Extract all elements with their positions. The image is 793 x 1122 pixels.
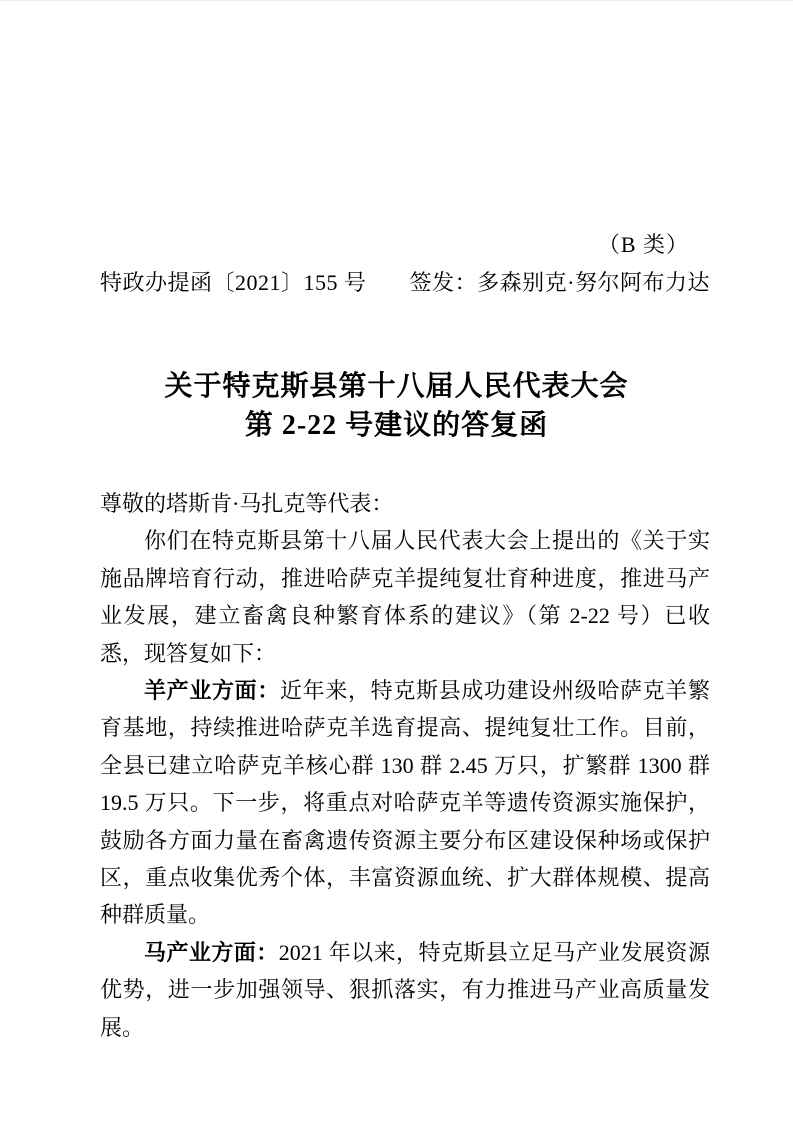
paragraph-horse-lead: 马产业方面： <box>144 939 279 965</box>
document-header-row <box>100 266 710 297</box>
document-title-line1: 关于特克斯县第十八届人民代表大会 <box>164 371 629 402</box>
document-body <box>100 485 710 1046</box>
salutation: 尊敬的塔斯肯·马扎克等代表： <box>100 491 394 516</box>
paragraph-horse-text: 2021 年以来，特克斯县立足马产业发展资源优势，进一步加强领导、狠抓落实，有力推进马产业高质量发展。 <box>100 939 710 1040</box>
document-title <box>0 367 793 445</box>
paragraph-sheep-lead: 羊产业方面： <box>144 678 280 704</box>
paragraph-sheep-industry <box>100 672 710 934</box>
signer-line: 签发：多森别克·努尔阿布力达 <box>409 270 710 295</box>
document-number: 特政办提函〔2021〕155 号 <box>100 270 367 295</box>
document-title-line2: 第 2-22 号建议的答复函 <box>244 410 549 441</box>
paragraph-intro <box>100 522 710 672</box>
paragraph-sheep-text: 近年来，特克斯县成功建设州级哈萨克羊繁育基地，持续推进哈萨克羊选育提高、提纯复壮工作。目前，全县已建立哈萨克羊核心群 130 群 2.45 万只，扩繁群 1300 群 19.5 万只。下一步，将重点对哈萨克羊等遗传资源实施保护，鼓励各方面力量在畜禽遗传资源主要分布区建设保种场或保护区，重点收集优秀个体，丰富资源血统、扩大群体规模、提高种群质量。 <box>100 678 710 928</box>
paragraph-horse-industry <box>100 934 710 1046</box>
classification-label: （B 类） <box>597 232 689 257</box>
paragraph-intro-text: 你们在特克斯县第十八届人民代表大会上提出的《关于实施品牌培育行动，推进哈萨克羊提纯复壮育种进度，推进马产业发展，建立畜禽良种繁育体系的建议》（第 2-22 号）已收悉，现答复如下： <box>100 528 710 666</box>
